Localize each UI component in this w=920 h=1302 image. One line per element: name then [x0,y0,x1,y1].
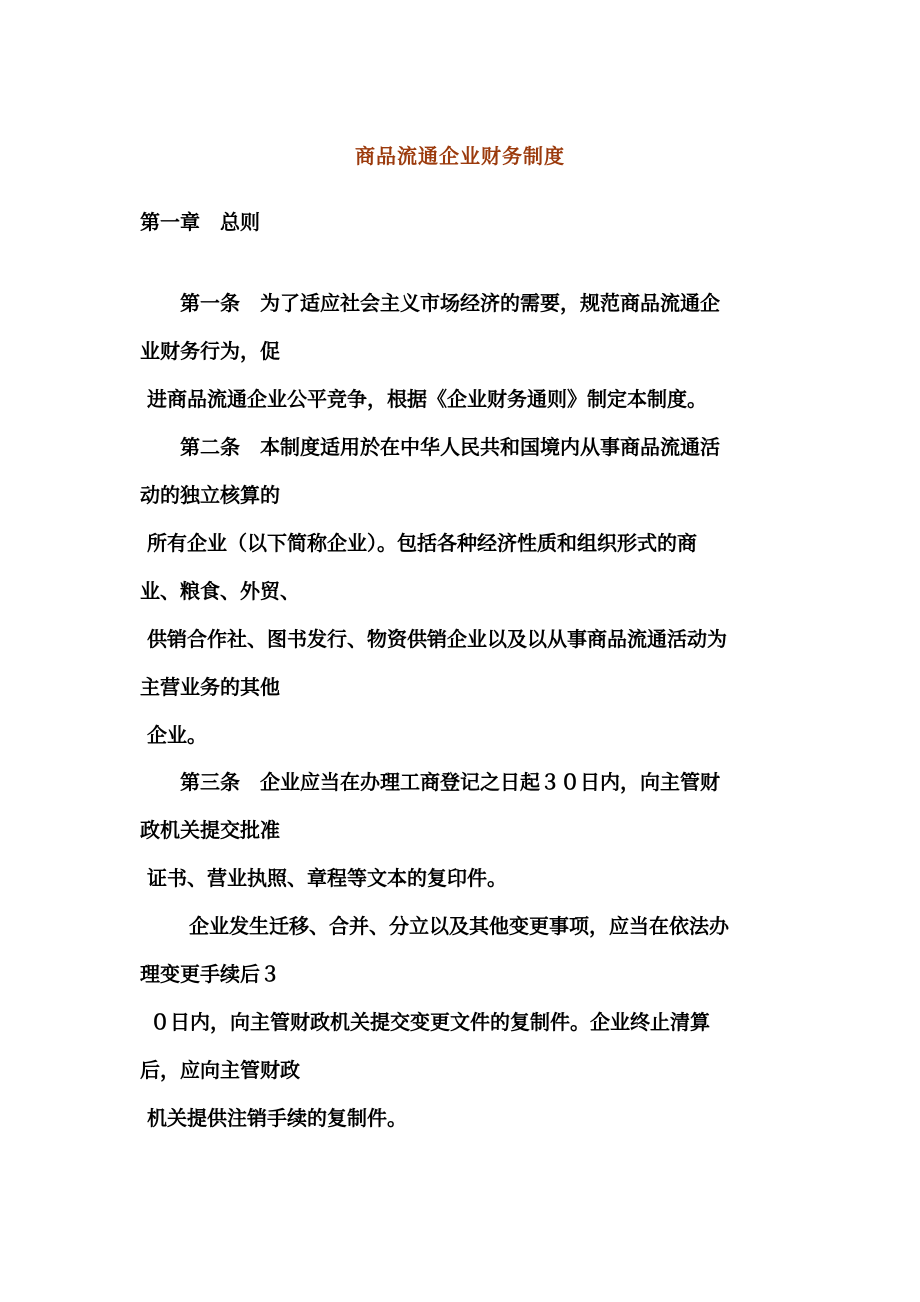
article-3-line-4: 企业发生迁移、合并、分立以及其他变更事项，应当在依法办 [189,914,729,938]
article-3-line-8: 机关提供注销手续的复制件。 [147,1106,407,1130]
article-3-line-2: 政机关提交批准 [140,818,280,842]
article-3-line-1: 第三条 企业应当在办理工商登记之日起３０日内，向主管财 [180,770,720,794]
article-3-line-3: 证书、营业执照、章程等文本的复印件。 [147,866,507,890]
article-2-line-4: 业、粮食、外贸、 [140,579,300,603]
article-3-line-5: 理变更手续后３ [140,962,280,986]
article-2-line-2: 动的独立核算的 [140,483,280,507]
chapter-heading: 第一章 总则 [140,210,260,234]
article-2-line-1: 第二条 本制度适用於在中华人民共和国境内从事商品流通活 [180,435,720,459]
article-3-line-7: 后，应向主管财政 [140,1058,300,1082]
article-3-line-6: ０日内，向主管财政机关提交变更文件的复制件。企业终止清算 [150,1010,710,1034]
article-2-line-7: 企业。 [147,723,207,747]
article-1-line-3: 进商品流通企业公平竞争，根据《企业财务通则》制定本制度。 [147,387,707,411]
article-2-line-3: 所有企业（以下简称企业）。包括各种经济性质和组织形式的商 [147,531,697,555]
article-1-line-2: 业财务行为，促 [140,339,280,363]
article-2-line-5: 供销合作社、图书发行、物资供销企业以及以从事商品流通活动为 [147,627,727,651]
document-title: 商品流通企业财务制度 [355,144,565,168]
article-1-line-1: 第一条 为了适应社会主义市场经济的需要，规范商品流通企 [180,291,720,315]
article-2-line-6: 主营业务的其他 [140,675,280,699]
